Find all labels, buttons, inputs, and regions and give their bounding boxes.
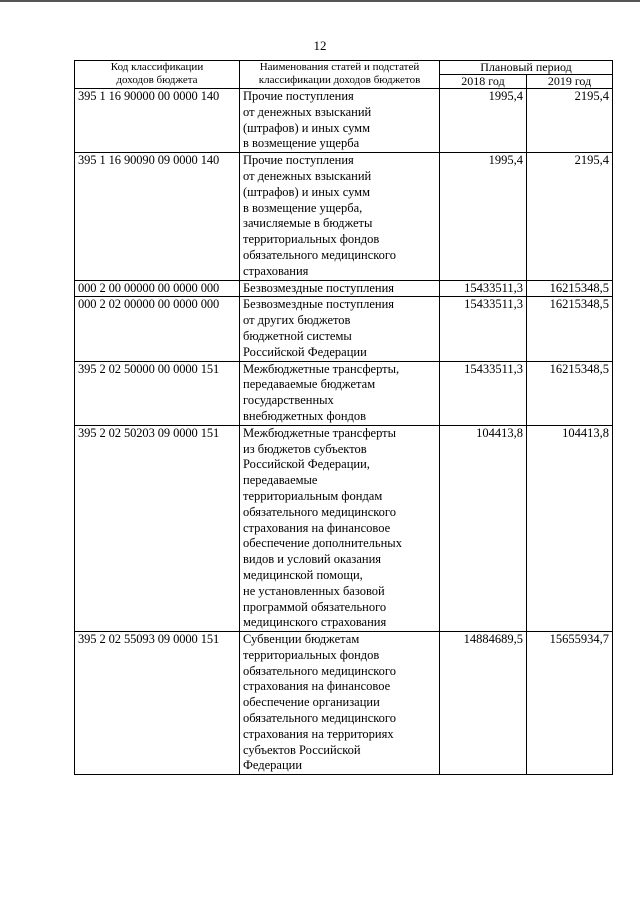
row-name-line: Прочие поступления	[243, 89, 354, 103]
row-name	[240, 153, 440, 280]
row-value-2018: 15433511,3	[440, 280, 527, 297]
row-name-line: от других бюджетов	[243, 313, 351, 328]
row-name-line: Безвозмездные поступления	[243, 280, 395, 295]
row-name-line: в возмещение ущерба	[243, 136, 360, 151]
row-name-line: субъектов Российской	[243, 742, 361, 757]
row-name-line: медицинского страхования	[243, 615, 387, 630]
row-name-line: Межбюджетные трансферты,	[243, 361, 400, 376]
row-value-2019: 2195,4	[527, 153, 613, 280]
row-name-line: зачисляемые в бюджеты	[243, 216, 373, 231]
row-name	[240, 297, 440, 361]
row-name-line: обязательного медицинского	[243, 247, 397, 262]
row-code: 000 2 02 00000 00 0000 000	[75, 297, 240, 361]
header-period: Плановый период	[440, 61, 613, 75]
header-year-2018: 2018 год	[440, 75, 527, 89]
row-value-2018: 104413,8	[440, 425, 527, 631]
row-name-line: Безвозмездные поступления	[243, 297, 395, 312]
row-name-line: обязательного медицинского	[243, 504, 397, 519]
row-name-line: от денежных взысканий	[243, 104, 372, 119]
row-value-2018: 1995,4	[440, 153, 527, 280]
row-name	[240, 425, 440, 631]
table-row	[75, 89, 613, 153]
row-value-2018: 14884689,5	[440, 632, 527, 775]
row-name-line: государственных	[243, 393, 334, 408]
row-value-2019: 15655934,7	[527, 632, 613, 775]
row-name-line: Межбюджетные трансферты	[243, 425, 397, 440]
row-name-line: Российской Федерации,	[243, 457, 370, 472]
row-name-line: бюджетной системы	[243, 328, 352, 343]
row-code: 395 1 16 90000 00 0000 140	[75, 89, 240, 153]
row-name	[240, 632, 440, 775]
revenue-table	[74, 60, 613, 775]
row-name-line: обязательного медицинского	[243, 663, 397, 678]
row-value-2019: 16215348,5	[527, 297, 613, 361]
row-name-line: программой обязательного	[243, 599, 387, 614]
row-name-line: (штрафов) и иных сумм	[243, 120, 370, 135]
row-code: 395 2 02 50203 09 0000 151	[75, 425, 240, 631]
row-name-line: Федерации	[243, 758, 303, 773]
row-name-line: передаваемые бюджетам	[243, 377, 376, 392]
row-code: 395 2 02 50000 00 0000 151	[75, 361, 240, 425]
row-name-line: из бюджетов субъектов	[243, 441, 367, 456]
row-name-line: страхования	[243, 263, 309, 278]
row-name	[240, 280, 440, 297]
row-code: 395 1 16 90090 09 0000 140	[75, 153, 240, 280]
row-name	[240, 361, 440, 425]
row-name-line: обеспечение дополнительных	[243, 536, 402, 551]
page-number: 12	[313, 38, 327, 53]
row-name-line: обязательного медицинского	[243, 711, 397, 726]
row-name-line: обеспечение организации	[243, 695, 380, 710]
row-name	[240, 89, 440, 153]
table-row	[75, 153, 613, 280]
row-name-line: страхования на финансовое	[243, 679, 391, 694]
row-name-line: видов и условий оказания	[243, 552, 382, 567]
row-value-2019: 104413,8	[527, 425, 613, 631]
row-value-2019: 16215348,5	[527, 280, 613, 297]
row-name-line: Субвенции бюджетам	[243, 632, 360, 647]
row-name-line: территориальных фондов	[243, 232, 380, 247]
header-name: Наименования статей и подстатей классификации доходов бюджетов	[240, 61, 440, 89]
row-name-line: (штрафов) и иных сумм	[243, 184, 370, 199]
row-code: 395 2 02 55093 09 0000 151	[75, 632, 240, 775]
row-name-line: территориальным фондам	[243, 488, 383, 503]
row-value-2019: 2195,4	[527, 89, 613, 153]
row-name-line: страхования на территориях	[243, 726, 394, 741]
row-name-line: медицинской помощи,	[243, 567, 363, 582]
row-name-line: передаваемые	[243, 473, 318, 488]
row-name-line: от денежных взысканий	[243, 168, 372, 183]
row-code: 000 2 00 00000 00 0000 000	[75, 280, 240, 297]
row-name-line: страхования на финансовое	[243, 520, 391, 535]
row-name-line: Российской Федерации	[243, 344, 367, 359]
row-name-line: внебюджетных фондов	[243, 408, 367, 423]
row-name-line: Прочие поступления	[243, 153, 354, 168]
row-value-2018: 15433511,3	[440, 297, 527, 361]
row-value-2018: 15433511,3	[440, 361, 527, 425]
table-row	[75, 297, 613, 361]
row-value-2018: 1995,4	[440, 89, 527, 153]
row-name-line: в возмещение ущерба,	[243, 200, 363, 215]
header-code: Код классификации доходов бюджета	[75, 61, 240, 89]
table-row	[75, 632, 613, 775]
top-rule	[0, 0, 640, 2]
row-name-line: не установленных базовой	[243, 583, 385, 598]
table-row	[75, 280, 613, 297]
table-row	[75, 425, 613, 631]
header-year-2019: 2019 год	[527, 75, 613, 89]
row-name-line: территориальных фондов	[243, 647, 380, 662]
row-value-2019: 16215348,5	[527, 361, 613, 425]
table-row	[75, 361, 613, 425]
